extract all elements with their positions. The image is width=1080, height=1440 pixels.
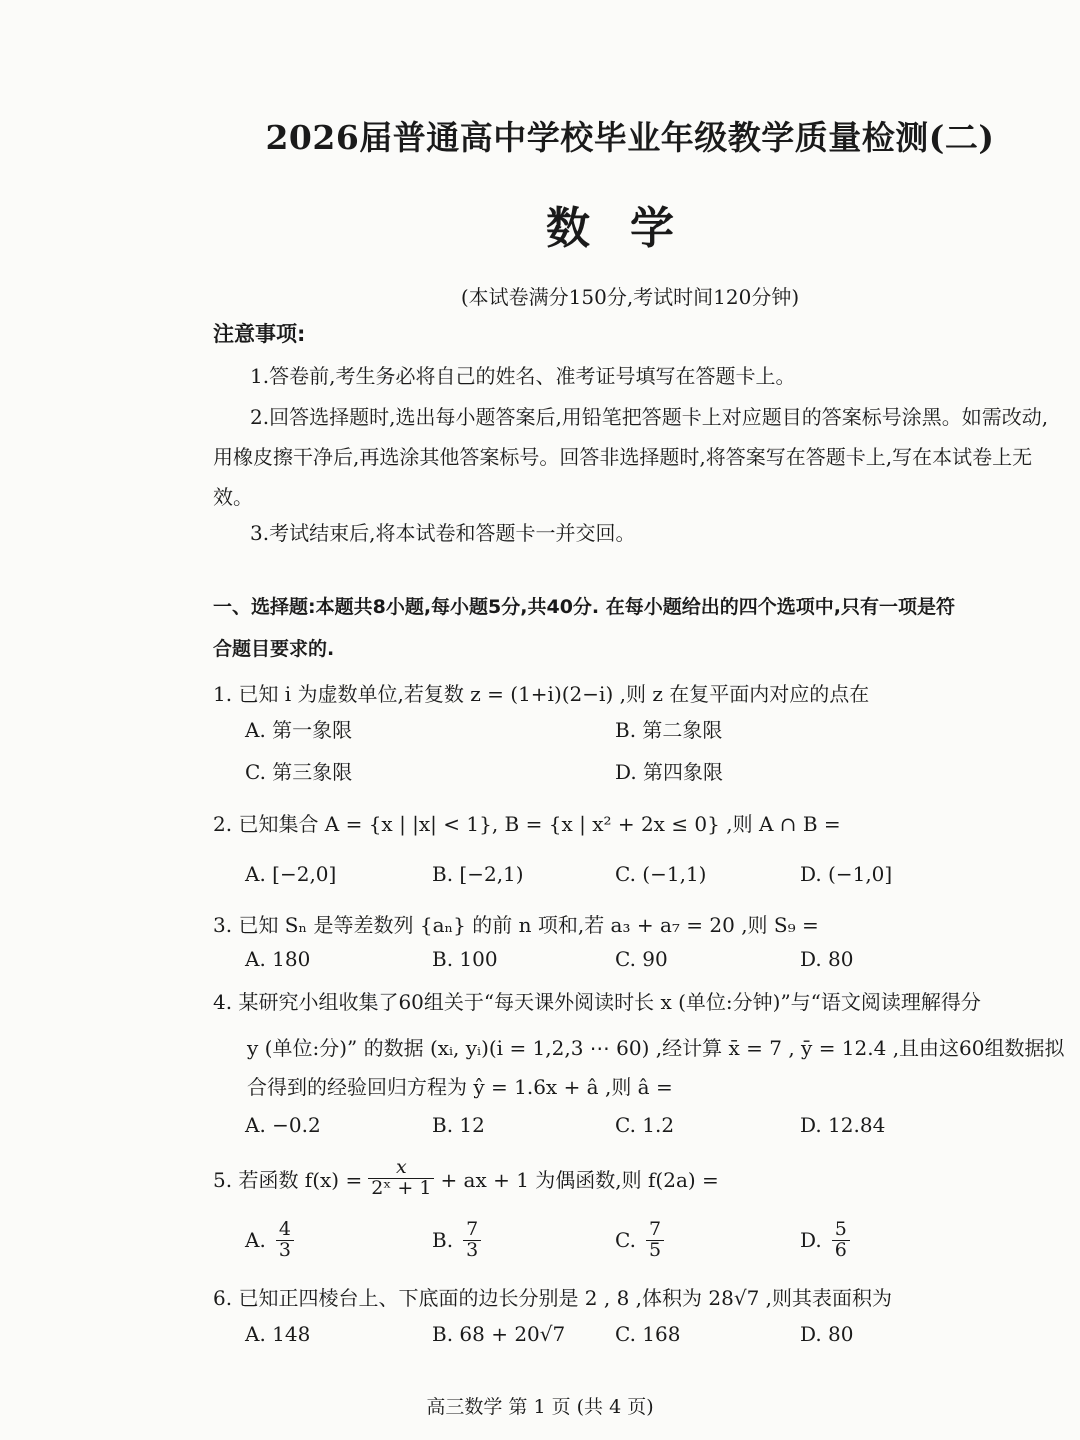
question-5-stem-pre: 5. 若函数 f(x) =	[213, 1167, 363, 1192]
question-4-option-b: B. 12	[432, 1113, 485, 1137]
question-2-stem: 2. 已知集合 A = {x | |x| < 1}, B = {x | x² + 2x ≤ 0} ,则 A ∩ B =	[213, 812, 841, 836]
question-5-option-b	[432, 1220, 481, 1261]
exam-meta: (本试卷满分150分,考试时间120分钟)	[460, 285, 800, 309]
question-4-option-d: D. 12.84	[800, 1113, 886, 1137]
question-5-option-b-num: 7	[466, 1218, 479, 1240]
question-6-option-c: C. 168	[615, 1322, 681, 1346]
question-5-option-a-label: A.	[245, 1228, 266, 1253]
question-5-option-b-den: 3	[463, 1240, 481, 1261]
question-5-frac-den: 2ˣ + 1	[368, 1178, 434, 1199]
question-5-option-c-den: 5	[646, 1240, 664, 1261]
question-5-option-a-frac	[276, 1220, 294, 1261]
exam-title: 2026届普通高中学校毕业年级教学质量检测(二)	[265, 118, 995, 157]
question-6-option-d: D. 80	[800, 1322, 854, 1346]
question-4-stem-line2: y (单位:分)” 的数据 (xᵢ, yᵢ)(i = 1,2,3 ⋯ 60) ,经计算 x̄ = 7 , ȳ = 12.4 ,且由这60组数据拟	[247, 1036, 1065, 1060]
question-3-stem: 3. 已知 Sₙ 是等差数列 {aₙ} 的前 n 项和,若 a₃ + a₇ = 20 ,则 S₉ =	[213, 913, 819, 937]
question-3-option-d: D. 80	[800, 947, 854, 971]
question-3-option-c: C. 90	[615, 947, 668, 971]
question-5-option-a-den: 3	[276, 1240, 294, 1261]
question-5-option-d-label: D.	[800, 1228, 822, 1253]
notice-item-2: 2.回答选择题时,选出每小题答案后,用铅笔把答题卡上对应题目的答案标号涂黑。如需改动,用橡皮擦干净后,再选涂其他答案标号。回答非选择题时,将答案写在答题卡上,写在本试卷上无效。	[213, 405, 1049, 509]
notice-heading: 注意事项:	[213, 322, 306, 346]
question-5-option-a	[245, 1220, 294, 1261]
question-2-option-b: B. [−2,1)	[432, 862, 524, 886]
section-heading-line1: 一、选择题:本题共8小题,每小题5分,共40分. 在每小题给出的四个选项中,只有一项是符	[213, 596, 955, 618]
question-5-option-a-num: 4	[278, 1218, 291, 1240]
question-5-option-d-num: 5	[834, 1218, 847, 1240]
question-5-option-c-label: C.	[615, 1228, 636, 1253]
question-5-option-d	[800, 1220, 850, 1261]
question-4-stem-line3: 合得到的经验回归方程为 ŷ = 1.6x + â ,则 â =	[247, 1075, 673, 1099]
question-3-option-a: A. 180	[245, 947, 311, 971]
question-5-stem-post: + ax + 1 为偶函数,则 f(2a) =	[440, 1167, 719, 1192]
question-4-option-c: C. 1.2	[615, 1113, 675, 1137]
notice-item-1: 1.答卷前,考生务必将自己的姓名、准考证号填写在答题卡上。	[250, 364, 796, 388]
question-5-option-b-label: B.	[432, 1228, 454, 1253]
page-footer: 高三数学 第 1 页 (共 4 页)	[426, 1396, 654, 1418]
question-5-stem	[213, 1158, 719, 1199]
question-1-option-c: C. 第三象限	[245, 760, 353, 784]
question-5-option-d-den: 6	[832, 1240, 850, 1261]
question-5-option-b-frac	[463, 1220, 481, 1261]
question-2-option-a: A. [−2,0]	[245, 862, 337, 886]
question-6-stem: 6. 已知正四棱台上、下底面的边长分别是 2 , 8 ,体积为 28√7 ,则其表面积为	[213, 1286, 893, 1310]
question-2-option-d: D. (−1,0]	[800, 862, 893, 886]
question-6-option-b: B. 68 + 20√7	[432, 1322, 566, 1346]
question-6-option-a: A. 148	[245, 1322, 311, 1346]
question-2-option-c: C. (−1,1)	[615, 862, 707, 886]
question-5-frac-num: x	[395, 1156, 407, 1178]
question-1-option-d: D. 第四象限	[615, 760, 724, 784]
notice-item-3: 3.考试结束后,将本试卷和答题卡一并交回。	[250, 521, 636, 545]
question-4-stem-line1: 4. 某研究小组收集了60组关于“每天课外阅读时长 x (单位:分钟)”与“语文阅读理解得分	[213, 990, 981, 1014]
question-4-option-a: A. −0.2	[245, 1113, 321, 1137]
question-5-option-c	[615, 1220, 664, 1261]
subject-title: 数学	[546, 203, 714, 254]
question-5-fraction	[368, 1158, 434, 1199]
question-5-option-d-frac	[832, 1220, 850, 1261]
question-5-option-c-num: 7	[648, 1218, 662, 1240]
question-5-option-c-frac	[646, 1220, 664, 1261]
section-heading-line2: 合题目要求的.	[213, 638, 335, 660]
question-1-stem: 1. 已知 i 为虚数单位,若复数 z = (1+i)(2−i) ,则 z 在复平面内对应的点在	[213, 682, 870, 706]
question-3-option-b: B. 100	[432, 947, 498, 971]
question-1-option-a: A. 第一象限	[245, 718, 353, 742]
question-1-option-b: B. 第二象限	[615, 718, 723, 742]
